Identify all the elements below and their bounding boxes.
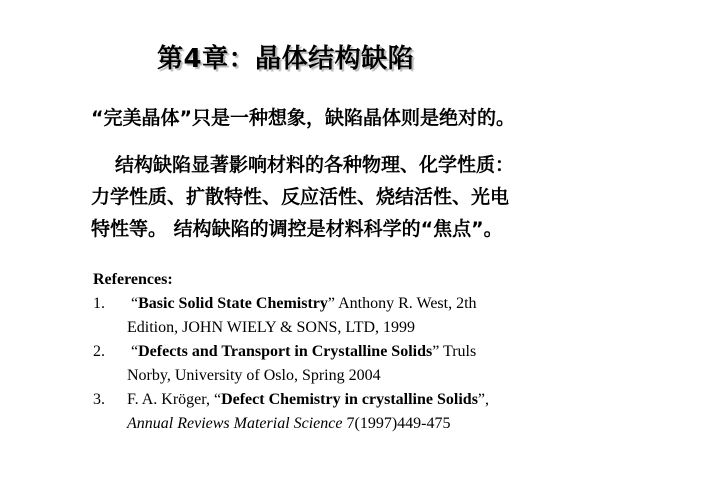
impact-line-1-text: 结构缺陷显著影响材料的各种物理、化学性质： [115,154,515,176]
reference-title: Defect Chemistry in crystalline Solids [221,391,478,408]
impact-line-1 [91,149,631,181]
reference-continuation: Norby, University of Oslo, Spring 2004 [127,367,381,384]
reference-title: Defects and Transport in Crystalline Solids [138,343,433,360]
reference-open-quote: “ [127,295,139,312]
reference-number: 1. [93,295,105,312]
reference-title-close: ”, [477,391,490,408]
reference-citation: 7(1997)449-475 [342,415,451,432]
reference-continuation: Edition, JOHN WIELY & SONS, LTD, 1999 [127,319,416,336]
reference-number: 3. [93,391,105,408]
reference-item-1 [93,292,489,340]
reference-open-quote: “ [127,343,139,360]
reference-author: ” Anthony R. West, 2th [327,295,477,312]
impact-paragraph [91,149,631,245]
references-heading: References: [93,271,173,288]
reference-item-3 [93,388,489,436]
impact-line-2: 力学性质、扩散特性、反应活性、烧结活性、光电 [91,186,510,208]
reference-author: ” Truls [432,343,477,360]
reference-author-prefix: F. A. Kröger, “ [127,391,222,408]
reference-journal: Annual Reviews Material Science [127,415,343,432]
reference-continuation [93,412,489,436]
impact-line-3: 特性等。 结构缺陷的调控是材料科学的“焦点”。 [91,218,503,240]
references-section [93,268,489,436]
reference-number: 2. [93,343,105,360]
reference-item-2 [93,340,489,388]
reference-title: Basic Solid State Chemistry [138,295,328,312]
page-title: 第4章：晶体结构缺陷 [157,44,415,74]
intro-statement: “完美晶体”只是一种想象，缺陷晶体则是绝对的。 [91,107,515,129]
